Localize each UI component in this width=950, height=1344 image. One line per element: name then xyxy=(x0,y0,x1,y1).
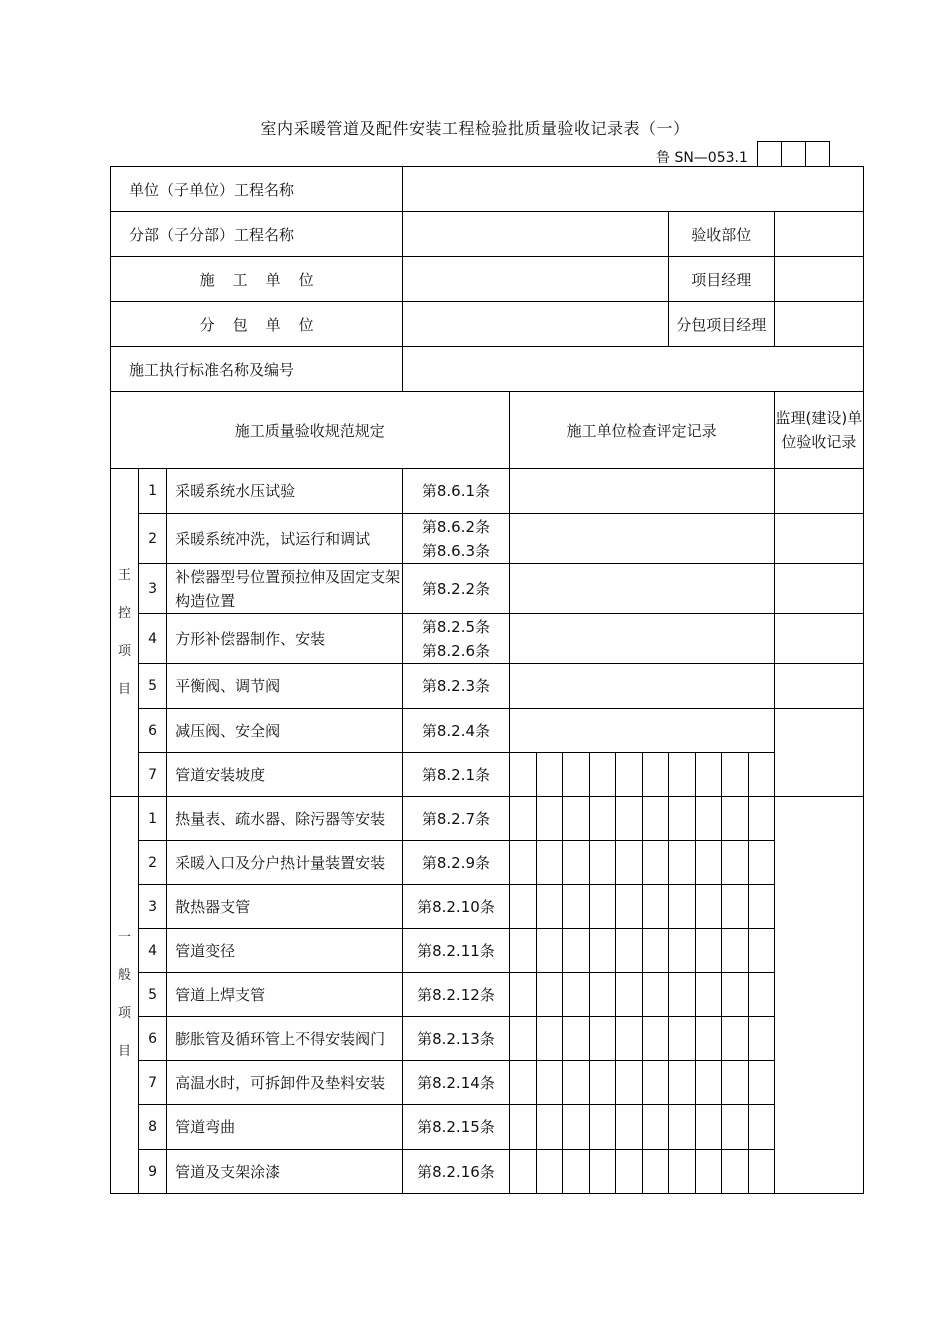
measure-cell[interactable] xyxy=(536,797,562,841)
item-reference xyxy=(403,1017,509,1061)
measure-cell[interactable] xyxy=(668,973,695,1017)
measure-cell[interactable] xyxy=(748,1150,774,1194)
measure-cell[interactable] xyxy=(668,841,695,885)
measure-cell[interactable] xyxy=(642,1105,668,1150)
item-reference xyxy=(403,514,509,564)
measure-cell[interactable] xyxy=(748,973,774,1017)
subcontract-unit-label: 分包单位 xyxy=(111,302,403,347)
reference-line: 第8.2.9条 xyxy=(421,853,491,872)
reference-line: 第8.2.13条 xyxy=(417,1029,495,1048)
measure-cell[interactable] xyxy=(695,841,721,885)
supervision-cell[interactable] xyxy=(774,514,863,564)
reference-line: 第8.6.3条 xyxy=(421,541,491,560)
item-reference xyxy=(403,797,509,841)
form-number-box[interactable] xyxy=(782,142,806,167)
measure-cell[interactable] xyxy=(615,1105,642,1150)
measure-cell[interactable] xyxy=(695,1061,721,1105)
measure-cell[interactable] xyxy=(536,1017,562,1061)
measure-cell[interactable] xyxy=(589,1017,615,1061)
subcontract-unit-value[interactable] xyxy=(403,302,668,347)
measure-cell[interactable] xyxy=(668,929,695,973)
project-manager-value[interactable] xyxy=(774,257,863,302)
supervision-cell[interactable] xyxy=(774,709,863,797)
project-manager-label: 项目经理 xyxy=(668,257,774,302)
item-name: 采暖系统水压试验 xyxy=(167,469,403,514)
item-reference xyxy=(403,885,509,929)
measure-cell[interactable] xyxy=(695,1017,721,1061)
measure-cell[interactable] xyxy=(509,753,536,797)
item-name: 减压阀、安全阀 xyxy=(167,709,403,753)
measure-cell[interactable] xyxy=(748,1017,774,1061)
check-record-column-header: 施工单位检查评定记录 xyxy=(509,392,774,469)
measure-cell[interactable] xyxy=(536,1105,562,1150)
measure-cell[interactable] xyxy=(642,973,668,1017)
measure-cell[interactable] xyxy=(642,753,668,797)
item-name: 管道弯曲 xyxy=(167,1105,403,1150)
measure-cell[interactable] xyxy=(615,929,642,973)
measure-cell[interactable] xyxy=(748,1105,774,1150)
measure-cell[interactable] xyxy=(642,1061,668,1105)
form-number-box[interactable] xyxy=(806,142,830,167)
item-reference xyxy=(403,469,509,514)
construction-unit-label: 施工单位 xyxy=(111,257,403,302)
item-reference xyxy=(403,1105,509,1150)
reference-line: 第8.2.10条 xyxy=(417,897,495,916)
measure-cell[interactable] xyxy=(536,753,562,797)
measure-cell[interactable] xyxy=(509,1061,536,1105)
measure-cell[interactable] xyxy=(536,1061,562,1105)
measure-cell[interactable] xyxy=(721,1150,748,1194)
measure-cell[interactable] xyxy=(562,929,589,973)
group-label-char: 目 xyxy=(118,681,132,697)
measure-cell[interactable] xyxy=(615,1150,642,1194)
item-reference xyxy=(403,1150,509,1194)
measure-cell[interactable] xyxy=(589,929,615,973)
item-number: 9 xyxy=(139,1150,167,1194)
item-name: 补偿器型号位置预拉伸及固定支架构造位置 xyxy=(167,564,403,614)
item-name: 管道变径 xyxy=(167,929,403,973)
measure-cell[interactable] xyxy=(748,929,774,973)
measure-cell[interactable] xyxy=(668,1061,695,1105)
inspection-record-table xyxy=(110,166,864,1194)
check-record-cell[interactable] xyxy=(509,709,774,753)
item-number: 4 xyxy=(139,929,167,973)
supervision-column-header: 监理(建设)单位验收记录 xyxy=(774,392,863,469)
measure-cell[interactable] xyxy=(721,885,748,929)
item-name: 膨胀管及循环管上不得安装阀门 xyxy=(167,1017,403,1061)
measure-cell[interactable] xyxy=(509,929,536,973)
measure-cell[interactable] xyxy=(642,797,668,841)
reference-line: 第8.2.14条 xyxy=(417,1073,495,1092)
measure-cell[interactable] xyxy=(509,1017,536,1061)
measure-cell[interactable] xyxy=(642,841,668,885)
measure-cell[interactable] xyxy=(562,841,589,885)
measure-cell[interactable] xyxy=(589,1150,615,1194)
measure-cell[interactable] xyxy=(748,753,774,797)
item-name: 管道安装坡度 xyxy=(167,753,403,797)
measure-cell[interactable] xyxy=(721,929,748,973)
reference-line: 第8.2.7条 xyxy=(421,809,491,828)
measure-cell[interactable] xyxy=(615,1061,642,1105)
measure-cell[interactable] xyxy=(509,973,536,1017)
group-label-char: 目 xyxy=(118,1044,132,1059)
measure-cell[interactable] xyxy=(509,885,536,929)
reference-line: 第8.2.11条 xyxy=(417,941,495,960)
item-name: 管道及支架涂漆 xyxy=(167,1150,403,1194)
measure-cell[interactable] xyxy=(721,1061,748,1105)
measure-cell[interactable] xyxy=(562,1150,589,1194)
item-number: 7 xyxy=(139,753,167,797)
measure-cell[interactable] xyxy=(562,973,589,1017)
reference-line: 第8.2.16条 xyxy=(417,1162,495,1181)
supervision-cell[interactable] xyxy=(774,664,863,709)
check-record-cell[interactable] xyxy=(509,469,774,514)
item-number: 1 xyxy=(139,797,167,841)
item-number: 1 xyxy=(139,469,167,514)
measure-cell[interactable] xyxy=(562,885,589,929)
general-group-label xyxy=(111,797,139,1194)
measure-cell[interactable] xyxy=(642,1017,668,1061)
measure-cell[interactable] xyxy=(642,1150,668,1194)
measure-cell[interactable] xyxy=(695,973,721,1017)
measure-cell[interactable] xyxy=(748,1061,774,1105)
measure-cell[interactable] xyxy=(615,797,642,841)
measure-cell[interactable] xyxy=(721,1105,748,1150)
form-number-box[interactable] xyxy=(758,142,782,167)
construction-unit-value[interactable] xyxy=(403,257,668,302)
measure-cell[interactable] xyxy=(615,1017,642,1061)
check-record-cell[interactable] xyxy=(509,514,774,564)
measure-cell[interactable] xyxy=(668,797,695,841)
check-record-cell[interactable] xyxy=(509,564,774,614)
measure-cell[interactable] xyxy=(668,753,695,797)
reference-line: 第8.6.2条 xyxy=(421,517,491,536)
measure-cell[interactable] xyxy=(721,973,748,1017)
group-label-char: 项 xyxy=(118,643,132,659)
measure-cell[interactable] xyxy=(509,841,536,885)
item-name: 采暖系统冲洗，试运行和调试 xyxy=(167,514,403,564)
measure-cell[interactable] xyxy=(589,841,615,885)
measure-cell[interactable] xyxy=(562,1061,589,1105)
group-label-char: 一 xyxy=(118,930,132,945)
item-number: 2 xyxy=(139,514,167,564)
item-reference xyxy=(403,753,509,797)
measure-cell[interactable] xyxy=(562,1105,589,1150)
measure-cell[interactable] xyxy=(509,1105,536,1150)
measure-cell[interactable] xyxy=(615,885,642,929)
form-title: 室内采暖管道及配件安装工程检验批质量验收记录表（一） xyxy=(260,119,690,138)
standard-label: 施工执行标准名称及编号 xyxy=(111,347,403,392)
measure-cell[interactable] xyxy=(668,1105,695,1150)
item-reference xyxy=(403,664,509,709)
measure-cell[interactable] xyxy=(536,929,562,973)
measure-cell[interactable] xyxy=(695,885,721,929)
item-reference xyxy=(403,709,509,753)
item-reference xyxy=(403,841,509,885)
measure-cell[interactable] xyxy=(509,797,536,841)
reference-line: 第8.2.2条 xyxy=(421,579,491,598)
item-number: 3 xyxy=(139,885,167,929)
measure-cell[interactable] xyxy=(721,1017,748,1061)
measure-cell[interactable] xyxy=(536,841,562,885)
check-record-cell[interactable] xyxy=(509,664,774,709)
supervision-cell[interactable] xyxy=(774,564,863,614)
measure-cell[interactable] xyxy=(721,753,748,797)
item-number: 5 xyxy=(139,664,167,709)
reference-line: 第8.6.1条 xyxy=(421,482,491,500)
item-name: 散热器支管 xyxy=(167,885,403,929)
measure-cell[interactable] xyxy=(589,973,615,1017)
measure-cell[interactable] xyxy=(509,1150,536,1194)
measure-cell[interactable] xyxy=(615,753,642,797)
acceptance-part-label: 验收部位 xyxy=(668,212,774,257)
item-reference xyxy=(403,614,509,664)
sub-project-label: 分部（子分部）工程名称 xyxy=(111,212,403,257)
reference-line: 第8.2.6条 xyxy=(421,641,491,660)
subcontract-manager-value[interactable] xyxy=(774,302,863,347)
measure-cell[interactable] xyxy=(695,1105,721,1150)
item-number: 6 xyxy=(139,1017,167,1061)
measure-cell[interactable] xyxy=(589,885,615,929)
item-name: 管道上焊支管 xyxy=(167,973,403,1017)
measure-cell[interactable] xyxy=(536,1150,562,1194)
measure-cell[interactable] xyxy=(562,1017,589,1061)
measure-cell[interactable] xyxy=(668,1017,695,1061)
measure-cell[interactable] xyxy=(562,797,589,841)
measure-cell[interactable] xyxy=(589,753,615,797)
unit-project-value[interactable] xyxy=(403,167,864,212)
item-number: 3 xyxy=(139,564,167,614)
group-label-char: 项 xyxy=(118,1006,132,1021)
item-number: 2 xyxy=(139,841,167,885)
measure-cell[interactable] xyxy=(536,885,562,929)
form-code: 鲁 SN—053.1 xyxy=(656,150,748,166)
item-name: 高温水时，可拆卸件及垫料安装 xyxy=(167,1061,403,1105)
measure-cell[interactable] xyxy=(695,1150,721,1194)
item-name: 平衡阀、调节阀 xyxy=(167,664,403,709)
measure-cell[interactable] xyxy=(748,885,774,929)
measure-cell[interactable] xyxy=(695,797,721,841)
group-label-char: 般 xyxy=(118,968,132,983)
item-reference xyxy=(403,1061,509,1105)
reference-line: 第8.2.5条 xyxy=(421,617,491,636)
group-label-char: 王 xyxy=(118,567,132,583)
measure-cell[interactable] xyxy=(721,797,748,841)
measure-cell[interactable] xyxy=(748,841,774,885)
measure-cell[interactable] xyxy=(695,929,721,973)
item-reference xyxy=(403,564,509,614)
measure-cell[interactable] xyxy=(589,1105,615,1150)
measure-cell[interactable] xyxy=(536,973,562,1017)
item-reference xyxy=(403,929,509,973)
item-name: 热量表、疏水器、除污器等安装 xyxy=(167,797,403,841)
item-name: 方形补偿器制作、安装 xyxy=(167,614,403,664)
measure-cell[interactable] xyxy=(562,753,589,797)
measure-cell[interactable] xyxy=(642,929,668,973)
measure-cell[interactable] xyxy=(748,797,774,841)
reference-line: 第8.2.15条 xyxy=(417,1118,495,1136)
standard-value[interactable] xyxy=(403,347,864,392)
measure-cell[interactable] xyxy=(695,753,721,797)
measure-cell[interactable] xyxy=(668,1150,695,1194)
item-number: 4 xyxy=(139,614,167,664)
item-number: 7 xyxy=(139,1061,167,1105)
group-label-char: 控 xyxy=(118,605,132,621)
item-name: 采暖入口及分户热计量装置安装 xyxy=(167,841,403,885)
supervision-cell[interactable] xyxy=(774,614,863,664)
supervision-cell[interactable] xyxy=(774,797,863,1194)
measure-cell[interactable] xyxy=(615,841,642,885)
measure-cell[interactable] xyxy=(721,841,748,885)
measure-cell[interactable] xyxy=(642,885,668,929)
unit-project-label: 单位（子单位）工程名称 xyxy=(111,167,403,212)
acceptance-part-value[interactable] xyxy=(774,212,863,257)
item-number: 8 xyxy=(139,1105,167,1150)
item-number: 6 xyxy=(139,709,167,753)
sub-project-value[interactable] xyxy=(403,212,668,257)
measure-cell[interactable] xyxy=(589,1061,615,1105)
item-reference xyxy=(403,973,509,1017)
form-number-boxes xyxy=(757,141,830,166)
supervision-cell[interactable] xyxy=(774,469,863,514)
check-record-cell[interactable] xyxy=(509,614,774,664)
main-control-group-label xyxy=(111,469,139,797)
subcontract-manager-label: 分包项目经理 xyxy=(668,302,774,347)
reference-line: 第8.2.4条 xyxy=(421,721,491,740)
reference-line: 第8.2.3条 xyxy=(421,677,491,695)
item-number: 5 xyxy=(139,973,167,1017)
measure-cell[interactable] xyxy=(589,797,615,841)
measure-cell[interactable] xyxy=(668,885,695,929)
measure-cell[interactable] xyxy=(615,973,642,1017)
reference-line: 第8.2.1条 xyxy=(421,765,491,784)
spec-column-header: 施工质量验收规范规定 xyxy=(111,392,510,469)
reference-line: 第8.2.12条 xyxy=(417,985,495,1004)
